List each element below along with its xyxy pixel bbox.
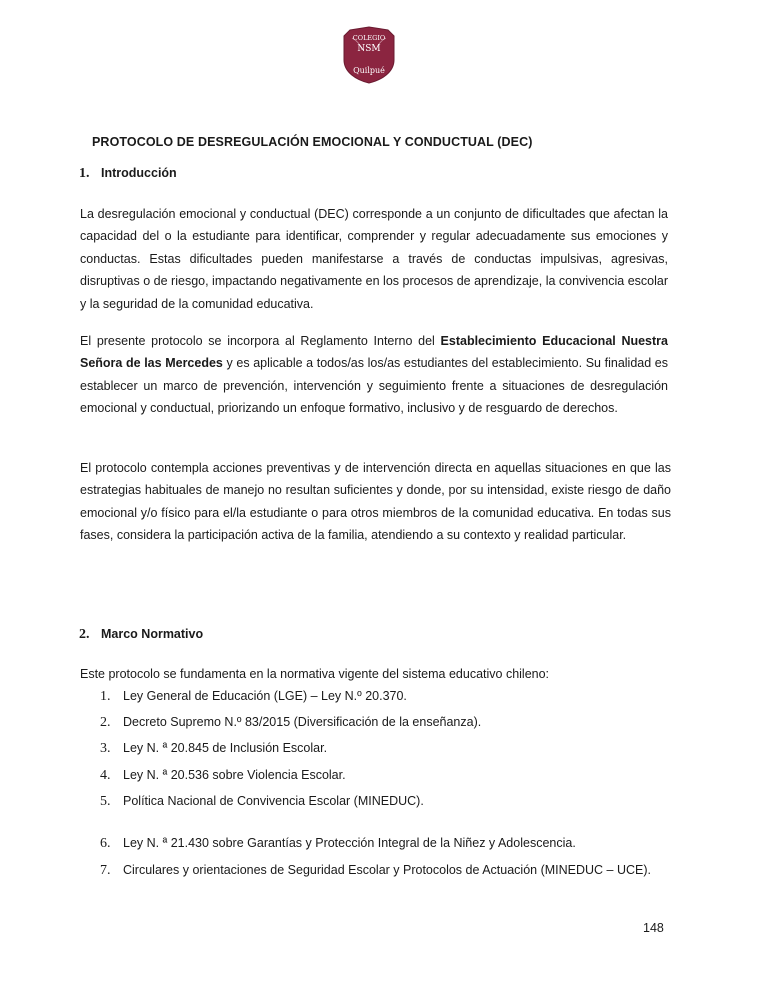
page-number: 148 [643,921,664,935]
section-heading-marco-normativo [79,627,203,643]
section-heading-introduccion [79,166,177,182]
school-name-bold: Establecimiento Educacional Nuestra Señora de las Mercedes [80,334,668,371]
intro-paragraph-2 [80,330,668,420]
intro-paragraph-3: El protocolo contempla acciones preventivas y de intervención directa en aquellas situaciones en que las estrategias habituales de manejo no resultan suficientes y donde, por su intensidad, existe riesgo de daño emocional y/o físico para el/la estudiante o para otros miembros de la comunidad educativa. En todas sus fases, considera la participación activa de la familia, atendiendo a su contexto y realidad particular. [80,461,671,543]
paragraph-text: El presente protocolo se incorpora al Reglamento Interno del [80,334,441,348]
list-text: Circulares y orientaciones de Seguridad Escolar y Protocolos de Actuación (MINEDUC – UCE). [123,863,652,877]
list-item [100,768,346,784]
intro-paragraph-1: La desregulación emocional y conductual (DEC) corresponde a un conjunto de dificultades que afectan la capacidad del o la estudiante para identificar, comprender y regular adecuadamente sus emociones y conductas. Estas dificultades pueden manifestarse a través de conductas impulsivas, agresivas, disruptivas o de riesgo, impactando negativamente en los procesos de aprendizaje, la convivencia escolar y la seguridad de la comunidad educativa. [80,207,668,311]
list-text: Decreto Supremo N.º 83/2015 (Diversificación de la enseñanza). [123,715,482,729]
list-number: 4. [100,768,111,783]
section-title: Introducción [101,166,177,180]
list-item [100,741,327,757]
list-number: 5. [100,794,111,809]
list-text: Ley N. ª 20.845 de Inclusión Escolar. [123,741,328,755]
list-number: 6. [100,836,111,851]
list-item [100,836,576,852]
list-number: 3. [100,741,111,756]
list-item [100,689,407,705]
list-number: 1. [100,689,111,704]
document-title: PROTOCOLO DE DESREGULACIÓN EMOCIONAL Y CONDUCTUAL (DEC) [92,135,533,149]
list-number: 7. [100,863,111,878]
crest-line3: Quilpué [353,66,385,75]
school-crest-logo [342,26,396,84]
section-number: 2. [79,627,90,642]
crest-shield-icon [342,26,396,84]
section-title: Marco Normativo [101,627,204,641]
section-number: 1. [79,166,90,181]
list-text: Política Nacional de Convivencia Escolar (MINEDUC). [123,794,424,808]
list-text: Ley General de Educación (LGE) – Ley N.º 20.370. [123,689,407,703]
list-item [100,715,481,731]
crest-line1: COLEGIO [352,34,386,42]
paragraph-text: y es aplicable a todos/as los/as estudiantes del establecimiento. Su finalidad es establecer un marco de prevención, intervención y seguimiento frente a situaciones de desregulación emocional y conductual, priorizando un enfoque formativo, inclusivo y de resguardo de derechos. [80,356,669,416]
list-text: Ley N. ª 20.536 sobre Violencia Escolar. [123,768,346,782]
crest-line2: NSM [357,44,381,54]
list-item [100,863,651,879]
normative-intro: Este protocolo se fundamenta en la normativa vigente del sistema educativo chileno: [80,667,550,681]
list-item [100,794,424,810]
list-text: Ley N. ª 21.430 sobre Garantías y Protección Integral de la Niñez y Adolescencia. [123,836,576,850]
list-number: 2. [100,715,111,730]
